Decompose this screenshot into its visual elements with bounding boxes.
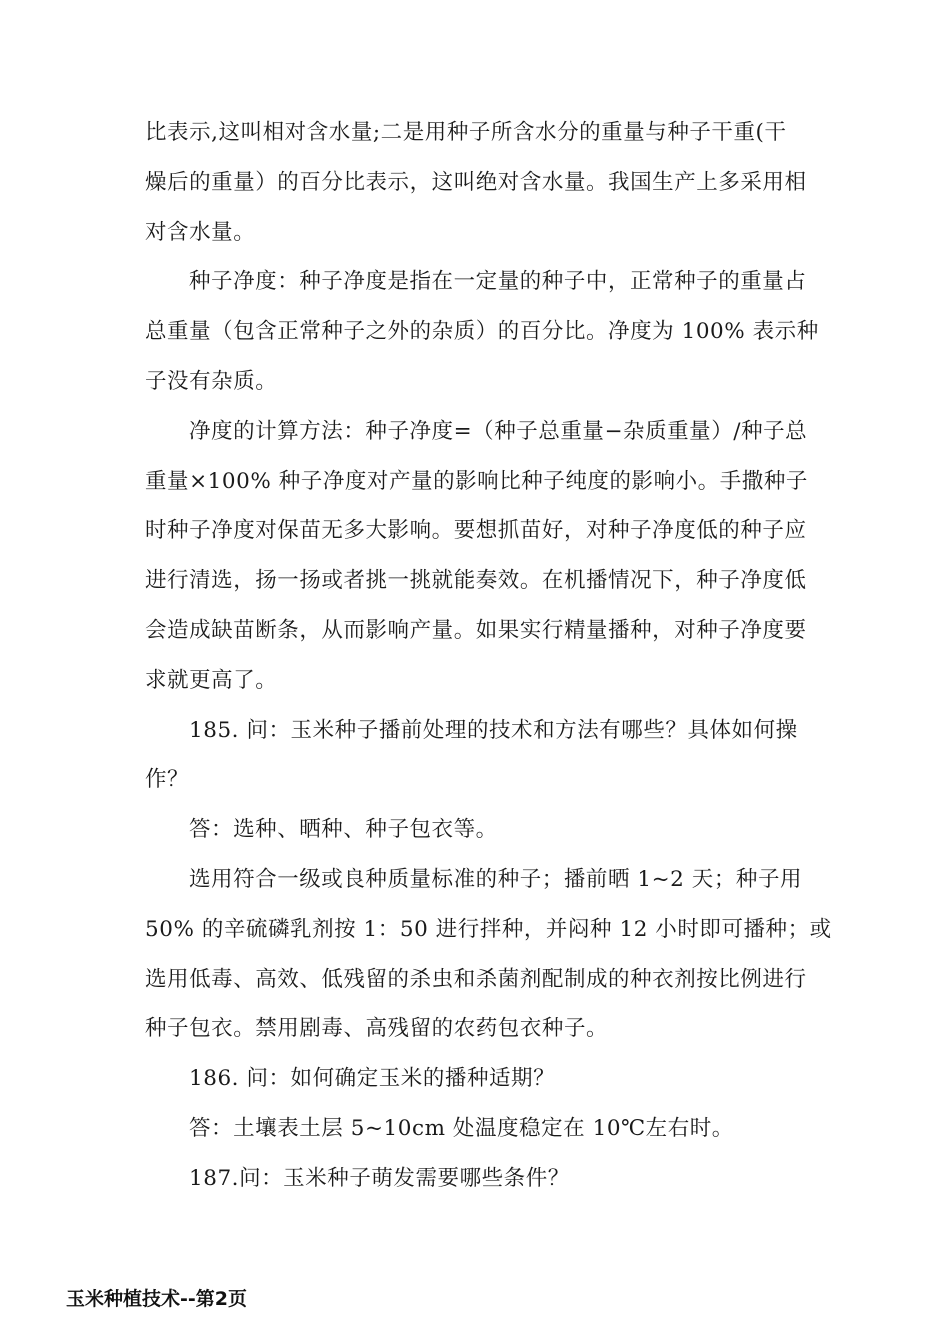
answer-186-line: 答：土壤表土层 5~10cm 处温度稳定在 10℃左右时。 <box>189 1115 734 1141</box>
document-body <box>145 108 832 1204</box>
text-line: 重量×100% 种子净度对产量的影响比种子纯度的影响小。手撒种子 <box>145 468 808 494</box>
text-line: 总重量（包含正常种子之外的杂质）的百分比。净度为 100% 表示种 <box>145 319 819 345</box>
question-185-line: 185. 问：玉米种子播前处理的技术和方法有哪些？具体如何操 <box>189 717 798 743</box>
question-186-line: 186. 问：如何确定玉米的播种适期？ <box>189 1066 556 1092</box>
text-line: 时种子净度对保苗无多大影响。要想抓苗好，对种子净度低的种子应 <box>145 518 807 544</box>
paragraph-start-line: 净度的计算方法：种子净度=（种子总重量−杂质重量）/种子总 <box>189 418 808 444</box>
text-line: 比表示,这叫相对含水量;二是用种子所含水分的重量与种子干重(干 <box>145 120 787 145</box>
text-line: 选用低毒、高效、低残留的杀虫和杀菌剂配制成的种衣剂按比例进行 <box>145 966 807 992</box>
text-line: 子没有杂质。 <box>145 368 278 394</box>
question-187-line: 187.问：玉米种子萌发需要哪些条件？ <box>189 1165 570 1191</box>
answer-185-line: 答：选种、晒种、种子包衣等。 <box>189 817 498 843</box>
text-line: 作？ <box>145 767 190 793</box>
text-line: 会造成缺苗断条，从而影响产量。如果实行精量播种，对种子净度要 <box>145 617 807 643</box>
text-line: 燥后的重量）的百分比表示，这叫绝对含水量。我国生产上多采用相 <box>145 169 807 195</box>
text-line: 求就更高了。 <box>145 667 278 693</box>
paragraph-start-line: 选用符合一级或良种质量标准的种子；播前晒 1~2 天；种子用 <box>189 866 803 892</box>
paragraph-start-line: 种子净度：种子净度是指在一定量的种子中，正常种子的重量占 <box>189 269 807 295</box>
text-line: 种子包衣。禁用剧毒、高残留的农药包衣种子。 <box>145 1016 609 1042</box>
text-line: 进行清选，扬一扬或者挑一挑就能奏效。在机播情况下，种子净度低 <box>145 568 807 594</box>
text-line: 50% 的辛硫磷乳剂按 1：50 进行拌种，并闷种 12 小时即可播种；或 <box>145 916 832 942</box>
page-footer: 玉米种植技术--第2页 <box>66 1288 247 1310</box>
text-line: 对含水量。 <box>145 219 256 245</box>
